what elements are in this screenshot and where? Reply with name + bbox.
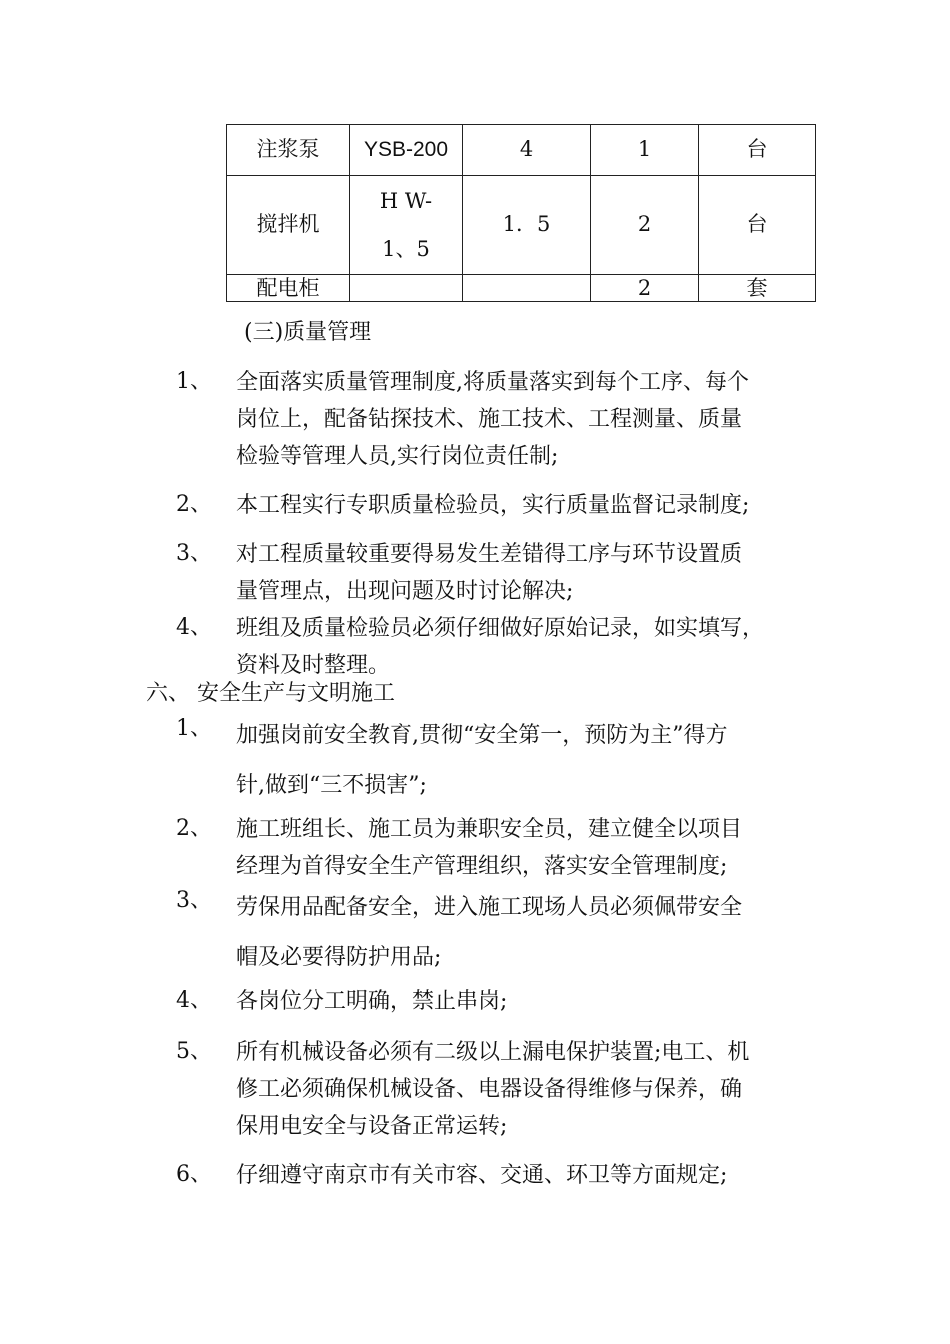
item-line: 保用电安全与设备正常运转; bbox=[236, 1114, 508, 1139]
item-line: 检验等管理人员,实行岗位责任制; bbox=[236, 444, 559, 469]
safety-heading: 六、 安全生产与文明施工 bbox=[146, 681, 395, 706]
equipment-name: 配电柜 bbox=[227, 275, 350, 302]
item-line: 班组及质量检验员必须仔细做好原始记录，如实填写， bbox=[236, 616, 765, 641]
item-number: 5、 bbox=[176, 1039, 212, 1064]
equipment-qty: 2 bbox=[591, 275, 699, 302]
item-line: 本工程实行专职质量检验员，实行质量监督记录制度; bbox=[236, 493, 750, 518]
item-number: 3、 bbox=[176, 888, 212, 913]
equipment-unit: 台 bbox=[699, 176, 816, 275]
item-line: 针,做到“三不损害”; bbox=[236, 773, 427, 798]
item-line: 量管理点，出现问题及时讨论解决; bbox=[236, 579, 574, 604]
item-line: 经理为首得安全生产管理组织，落实安全管理制度; bbox=[236, 854, 728, 879]
item-number: 6、 bbox=[176, 1162, 212, 1187]
item-line: 全面落实质量管理制度,将质量落实到每个工序、每个 bbox=[236, 370, 749, 395]
item-line: 对工程质量较重要得易发生差错得工序与环节设置质 bbox=[236, 542, 743, 567]
equipment-model bbox=[350, 176, 463, 275]
equipment-spec bbox=[463, 275, 591, 302]
equipment-model bbox=[350, 275, 463, 302]
item-line: 修工必须确保机械设备、电器设备得维修与保养，确 bbox=[236, 1077, 743, 1102]
equipment-name: 注浆泵 bbox=[227, 125, 350, 176]
equipment-unit: 套 bbox=[699, 275, 816, 302]
equipment-table bbox=[226, 124, 816, 302]
item-line: 岗位上，配备钻探技术、施工技术、工程测量、质量 bbox=[236, 407, 743, 432]
equipment-qty: 1 bbox=[591, 125, 699, 176]
equipment-spec: 4 bbox=[463, 125, 591, 176]
table-row bbox=[227, 125, 816, 176]
item-number: 1、 bbox=[176, 716, 212, 741]
item-line: 帽及必要得防护用品; bbox=[236, 945, 442, 970]
equipment-model-line: H W- bbox=[379, 189, 433, 213]
table-row bbox=[227, 176, 816, 275]
equipment-model-line: 1、5 bbox=[382, 237, 430, 261]
equipment-qty: 2 bbox=[591, 176, 699, 275]
item-number: 3、 bbox=[176, 541, 212, 566]
equipment-unit: 台 bbox=[699, 125, 816, 176]
equipment-spec: 1．5 bbox=[463, 176, 591, 275]
equipment-name: 搅拌机 bbox=[227, 176, 350, 275]
item-line: 施工班组长、施工员为兼职安全员，建立健全以项目 bbox=[236, 817, 743, 842]
item-number: 2、 bbox=[176, 492, 212, 517]
item-line: 资料及时整理。 bbox=[236, 653, 391, 678]
equipment-model: YSB-200 bbox=[350, 125, 463, 176]
item-line: 加强岗前安全教育,贯彻“安全第一，预防为主”得方 bbox=[236, 723, 728, 748]
item-line: 各岗位分工明确，禁止串岗; bbox=[236, 989, 508, 1014]
quality-heading: (三)质量管理 bbox=[244, 320, 372, 345]
item-line: 劳保用品配备安全，进入施工现场人员必须佩带安全 bbox=[236, 895, 743, 920]
item-number: 1、 bbox=[176, 369, 212, 394]
table-row bbox=[227, 275, 816, 302]
item-line: 仔细遵守南京市有关市容、交通、环卫等方面规定; bbox=[236, 1163, 728, 1188]
item-number: 2、 bbox=[176, 816, 212, 841]
item-line: 所有机械设备必须有二级以上漏电保护装置;电工、机 bbox=[236, 1040, 750, 1065]
item-number: 4、 bbox=[176, 615, 212, 640]
item-number: 4、 bbox=[176, 988, 212, 1013]
